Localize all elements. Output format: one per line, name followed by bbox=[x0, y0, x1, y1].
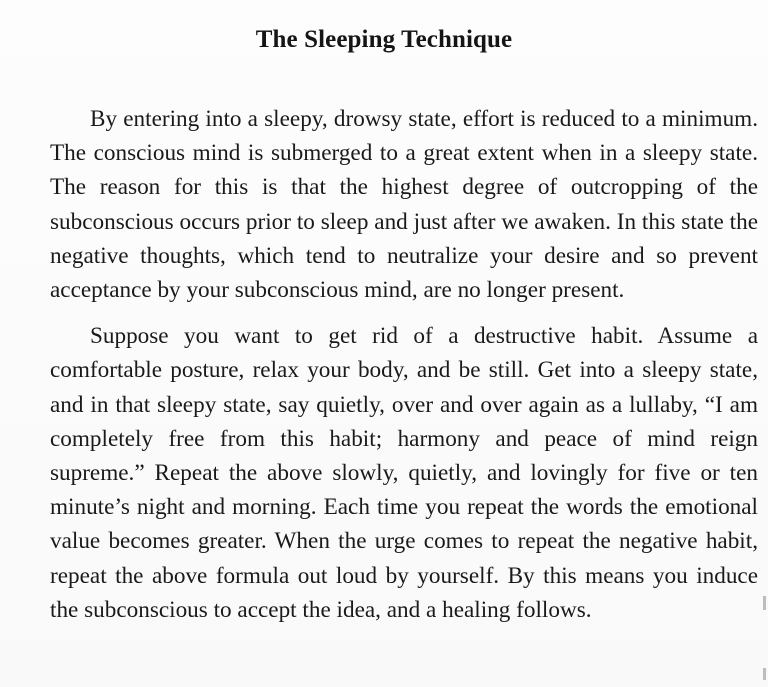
scan-edge-mark bbox=[763, 596, 766, 610]
scan-edge-mark bbox=[763, 668, 766, 680]
paragraph-2: Suppose you want to get rid of a destructive habit. Assume a comfortable posture, relax your body, and be still. Get into a sleepy state, and in that sleepy state, say quietly, over and over again as a lullaby, “I am completely free from this habit; harmony and peace of mind reign supreme.” Repeat the above slowly, quietly, and lovingly for five or ten minute’s night and morning. Each time you repeat the words the emotional value becomes greater. When the urge comes to repeat the negative habit, repeat the above formula out loud by yourself. By this means you induce the subconscious to accept the idea, and a healing follows. bbox=[50, 323, 758, 623]
paragraph-1: By entering into a sleepy, drowsy state, effort is reduced to a minimum. The conscious mind is submerged to a great extent when in a sleepy state. The reason for this is that the highest degree of outcropping of the subconscious occurs prior to sleep and just after we awaken. In this state the negative thoughts, which tend to neutralize your desire and so prevent acceptance by your subconscious mind, are no longer present. bbox=[50, 106, 758, 304]
page-title: The Sleeping Technique bbox=[255, 26, 513, 53]
body-text bbox=[50, 102, 758, 627]
